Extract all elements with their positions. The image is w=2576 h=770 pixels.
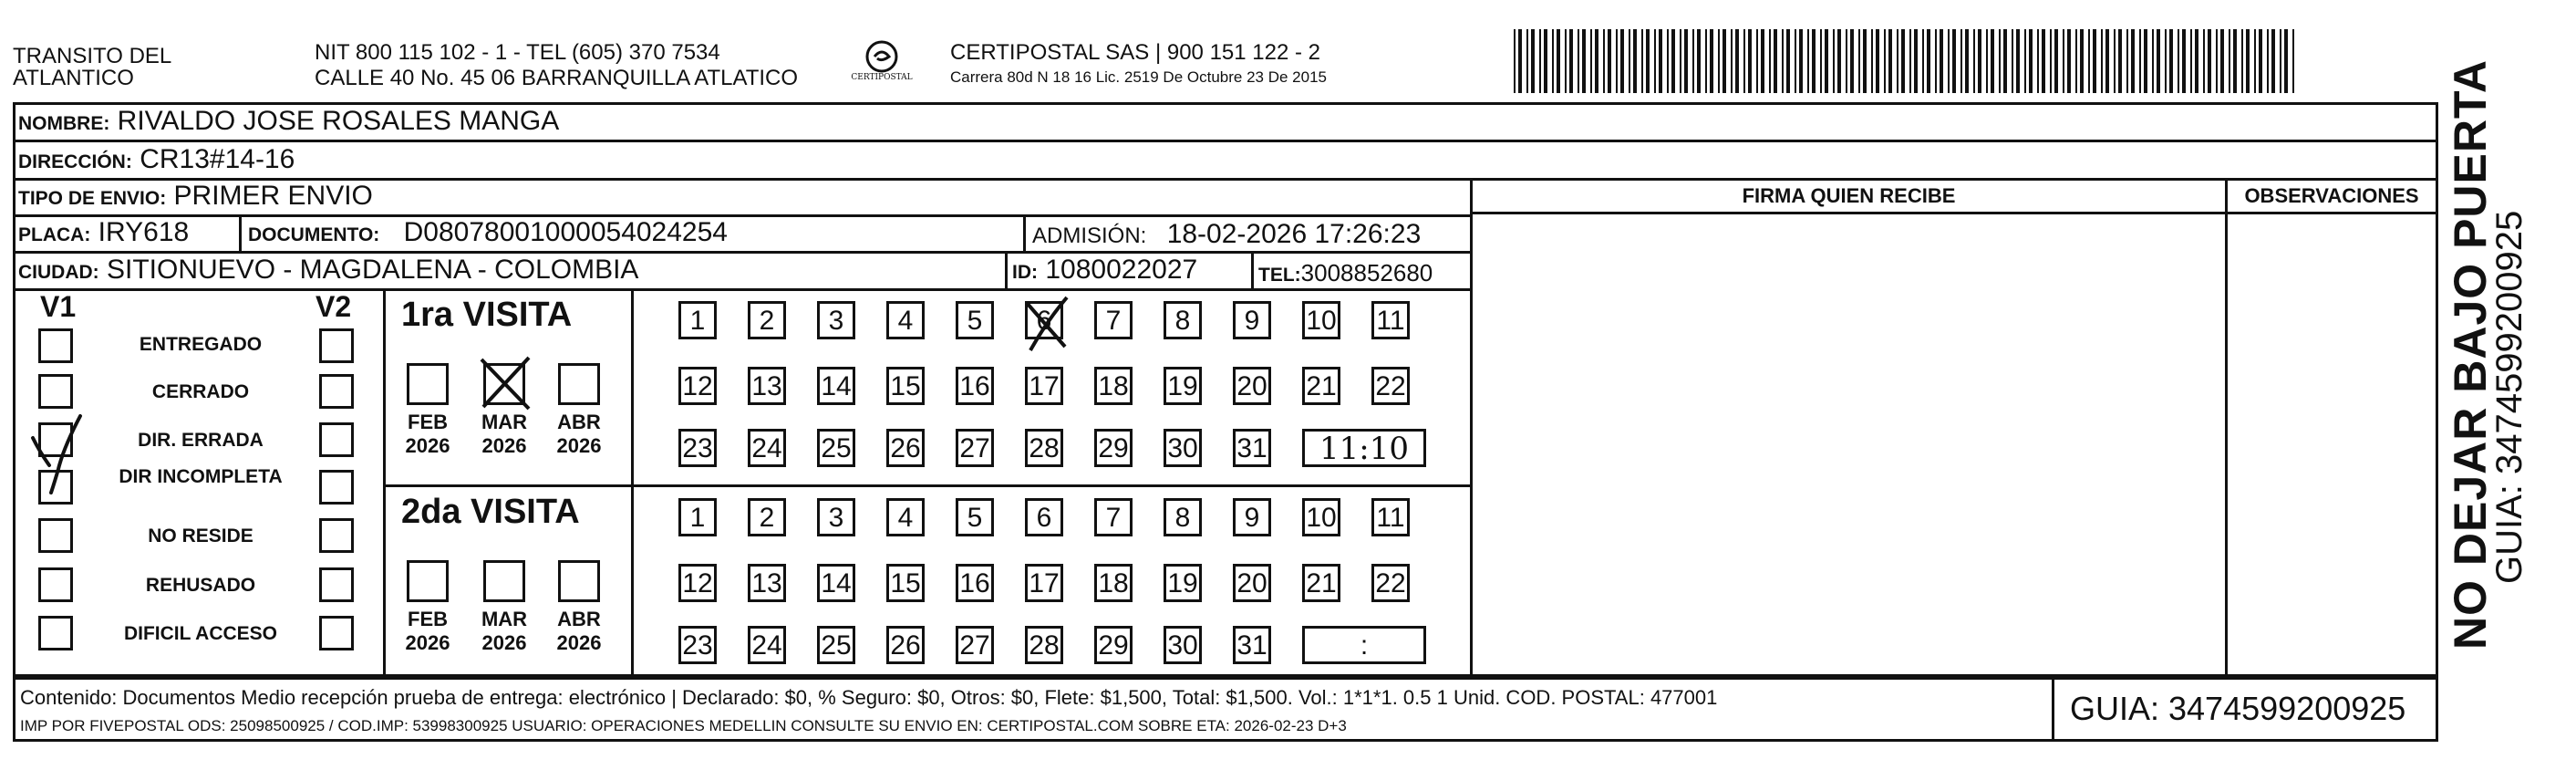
row-divider [13,677,2438,680]
month-year: 2026 [481,631,527,654]
nombre-field [18,106,559,140]
id-label: ID: [1012,262,1038,283]
id-field [1012,255,1197,288]
documento-value: D08078001000054024254 [403,217,728,247]
visit-title: 1ra VISITA [401,296,573,334]
day-box[interactable]: 27 [956,626,994,664]
day-box[interactable]: 22 [1371,564,1410,602]
month-label [396,411,460,458]
day-box[interactable]: 21 [1302,564,1340,602]
day-box[interactable]: 20 [1233,564,1271,602]
col-divider [1470,178,1473,677]
footer-left-line [13,677,16,741]
day-box[interactable]: 11 [1371,498,1410,536]
logo-text: CERTIPOSTAL [851,73,913,82]
org-name-line2: ATLANTICO [13,66,134,90]
tel-value: 3008852680 [1300,259,1433,286]
courier-line2: Carrera 80d N 18 16 Lic. 2519 De Octubre 23 De 2015 [950,68,1327,86]
status-option-label: NO RESIDE [148,525,253,546]
documento-field [248,217,728,251]
footer-imp: IMP POR FIVEPOSTAL ODS: 25098500925 / COD.IMP: 53998300925 USUARIO: OPERACIONES MEDELLIN CONSULTE SU ENVIO EN: CERTIPOSTAL.COM SOBRE ETA: 2026-02-23 D+3 [20,717,1347,734]
day-box[interactable]: 3 [817,301,855,339]
courier-line1: CERTIPOSTAL SAS | 900 151 122 - 2 [950,40,1320,65]
tipo-envio-label: TIPO DE ENVIO: [18,188,167,209]
v2-checkbox[interactable] [319,616,354,650]
month-label [472,608,536,655]
v1-label: V1 [40,290,77,323]
day-box[interactable]: 2 [748,498,786,536]
v1-checkbox[interactable] [38,616,73,650]
day-box[interactable]: 26 [886,429,925,467]
month-name: ABR [557,411,601,433]
row-divider [13,178,2438,181]
v1-checkbox[interactable] [38,518,73,553]
day-box[interactable]: 2 [748,301,786,339]
ciudad-label: CIUDAD: [18,262,99,283]
status-option-label: REHUSADO [145,575,256,596]
month-checkbox[interactable] [407,560,449,602]
status-option-label: DIR. ERRADA [138,430,264,451]
direccion-value: CR13#14-16 [140,144,295,174]
day-box[interactable]: 12 [678,367,717,405]
month-name: ABR [557,608,601,630]
v1-check-mark-icon [27,412,91,494]
day-box[interactable]: 18 [1094,564,1133,602]
v1-checkbox[interactable] [38,328,73,363]
nit-line: NIT 800 115 102 - 1 - TEL (605) 370 7534 [315,40,720,65]
day-box[interactable]: 9 [1233,301,1271,339]
day-box[interactable]: 20 [1233,367,1271,405]
id-value: 1080022027 [1045,255,1198,285]
direccion-label: DIRECCIÓN: [18,151,132,172]
day-box[interactable]: 24 [748,429,786,467]
col-divider [1005,251,1008,288]
footer-guia: GUIA: 3474599200925 [2070,690,2406,727]
documento-label: DOCUMENTO: [248,224,380,245]
month-checkbox[interactable] [483,560,525,602]
certipostal-logo [832,36,932,91]
signature-area[interactable] [1474,215,2223,675]
tipo-envio-field [18,181,373,214]
month-name: MAR [481,608,528,630]
day-box[interactable]: 4 [886,301,925,339]
day-box[interactable]: 10 [1302,301,1340,339]
day-box[interactable]: 8 [1164,498,1202,536]
footer-divider [2052,677,2054,741]
day-box[interactable]: 7 [1094,498,1133,536]
tel-field [1258,257,1433,291]
status-option-label: DIR INCOMPLETA [119,466,283,487]
status-option-label: CERRADO [151,381,250,402]
admision-field [1032,219,1421,252]
time-box[interactable]: 11:10 [1302,429,1426,467]
footer-right-line [2436,677,2438,741]
day-box[interactable]: 11 [1371,301,1410,339]
row-divider [1472,212,2438,214]
barcode [1514,29,2298,93]
admision-label: ADMISIÓN: [1032,224,1147,248]
col-divider [1251,251,1254,288]
row-divider [13,214,1472,217]
day-box[interactable]: 16 [956,564,994,602]
month-name: FEB [408,411,448,433]
v2-label: V2 [316,290,352,323]
row-divider [13,288,1472,291]
nombre-label: NOMBRE: [18,113,110,134]
day-box[interactable]: 25 [817,429,855,467]
month-year: 2026 [481,434,527,457]
day-box[interactable]: 25 [817,626,855,664]
month-label [547,411,611,458]
day-check-mark-icon [1019,294,1074,354]
day-box[interactable]: 13 [748,367,786,405]
admision-value: 18-02-2026 17:26:23 [1166,219,1422,249]
day-box[interactable]: 21 [1302,367,1340,405]
ciudad-value: SITIONUEVO - MAGDALENA - COLOMBIA [107,255,639,285]
placa-label: PLACA: [18,224,91,245]
month-checkbox[interactable] [558,363,600,405]
nombre-value: RIVALDO JOSE ROSALES MANGA [117,106,560,136]
day-box[interactable]: 12 [678,564,717,602]
day-box[interactable]: 3 [817,498,855,536]
day-box[interactable]: 1 [678,301,717,339]
day-box[interactable]: 31 [1233,429,1271,467]
row-divider [13,140,2438,142]
day-box[interactable]: 8 [1164,301,1202,339]
v2-checkbox[interactable] [319,374,354,409]
certipostal-logo-icon [832,36,932,91]
day-box[interactable]: 30 [1164,429,1202,467]
v2-checkbox[interactable] [319,422,354,457]
month-name: MAR [481,411,528,433]
day-box[interactable]: 19 [1164,564,1202,602]
month-check-mark-icon [476,354,534,412]
v2-checkbox[interactable] [319,470,354,505]
day-box[interactable]: 29 [1094,626,1133,664]
day-box[interactable]: 30 [1164,626,1202,664]
tipo-envio-value: PRIMER ENVIO [173,181,373,211]
observaciones-area[interactable] [2229,215,2436,675]
month-year: 2026 [405,631,450,654]
day-box[interactable]: 1 [678,498,717,536]
day-box[interactable]: 7 [1094,301,1133,339]
col-divider [2225,178,2228,677]
day-box[interactable]: 6 [1025,301,1063,339]
day-box[interactable]: 28 [1025,626,1063,664]
day-box[interactable]: 29 [1094,429,1133,467]
placa-value: IRY618 [98,217,190,247]
day-box[interactable]: 17 [1025,367,1063,405]
firma-header: FIRMA QUIEN RECIBE [1742,184,1956,207]
org-name-line1: TRANSITO DEL [13,44,172,68]
day-box[interactable]: 22 [1371,367,1410,405]
day-box[interactable]: 4 [886,498,925,536]
side-guia: GUIA: 3474599200925 [2489,210,2529,584]
month-year: 2026 [556,434,602,457]
month-checkbox[interactable] [558,560,600,602]
barcode-icon [1514,29,2298,93]
v2-checkbox[interactable] [319,518,354,553]
v2-checkbox[interactable] [319,567,354,602]
placa-field [18,217,189,251]
day-box[interactable]: 26 [886,626,925,664]
day-box[interactable]: 15 [886,367,925,405]
month-year: 2026 [556,631,602,654]
month-checkbox[interactable] [407,363,449,405]
day-box[interactable]: 28 [1025,429,1063,467]
time-box[interactable]: : [1302,626,1426,664]
day-box[interactable]: 5 [956,301,994,339]
day-box[interactable]: 27 [956,429,994,467]
day-box[interactable]: 16 [956,367,994,405]
month-name: FEB [408,608,448,630]
day-box[interactable]: 15 [886,564,925,602]
day-box[interactable]: 6 [1025,498,1063,536]
v1-checkbox[interactable] [38,567,73,602]
month-label [547,608,611,655]
col-divider [1023,214,1026,251]
v2-checkbox[interactable] [319,328,354,363]
day-box[interactable]: 23 [678,626,717,664]
day-box[interactable]: 13 [748,564,786,602]
footer-contenido: Contenido: Documentos Medio recepción prueba de entrega: electrónico | Declarado: $0, % Seguro: $0, Otros: $0, Flete: $1,500, Total: $1,500. Vol.: 1*1*1. 0.5 1 Unid. COD. POSTAL: 477001 [20,686,1718,709]
col-divider [631,288,634,677]
footer-bottom-line [13,739,2438,742]
status-option-label: DIFICIL ACCESO [123,623,277,644]
col-divider [239,214,242,251]
tel-label: TEL: [1258,265,1301,286]
status-option-label: ENTREGADO [139,334,263,355]
day-box[interactable]: 19 [1164,367,1202,405]
day-box[interactable]: 14 [817,367,855,405]
day-box[interactable]: 14 [817,564,855,602]
observaciones-header: OBSERVACIONES [2244,184,2419,207]
col-divider [383,288,386,677]
day-box[interactable]: 31 [1233,626,1271,664]
v1-checkbox[interactable] [38,374,73,409]
day-box[interactable]: 23 [678,429,717,467]
day-box[interactable]: 24 [748,626,786,664]
day-box[interactable]: 10 [1302,498,1340,536]
day-box[interactable]: 17 [1025,564,1063,602]
address-line: CALLE 40 No. 45 06 BARRANQUILLA ATLATICO [315,66,799,90]
day-box[interactable]: 18 [1094,367,1133,405]
visit-divider [383,484,1470,487]
side-warning: NO DEJAR BAJO PUERTA [2445,59,2496,650]
direccion-field [18,144,295,178]
month-label [396,608,460,655]
visit-title: 2da VISITA [401,493,580,531]
ciudad-field [18,255,638,288]
month-label [472,411,536,458]
day-box[interactable]: 5 [956,498,994,536]
day-box[interactable]: 9 [1233,498,1271,536]
month-year: 2026 [405,434,450,457]
